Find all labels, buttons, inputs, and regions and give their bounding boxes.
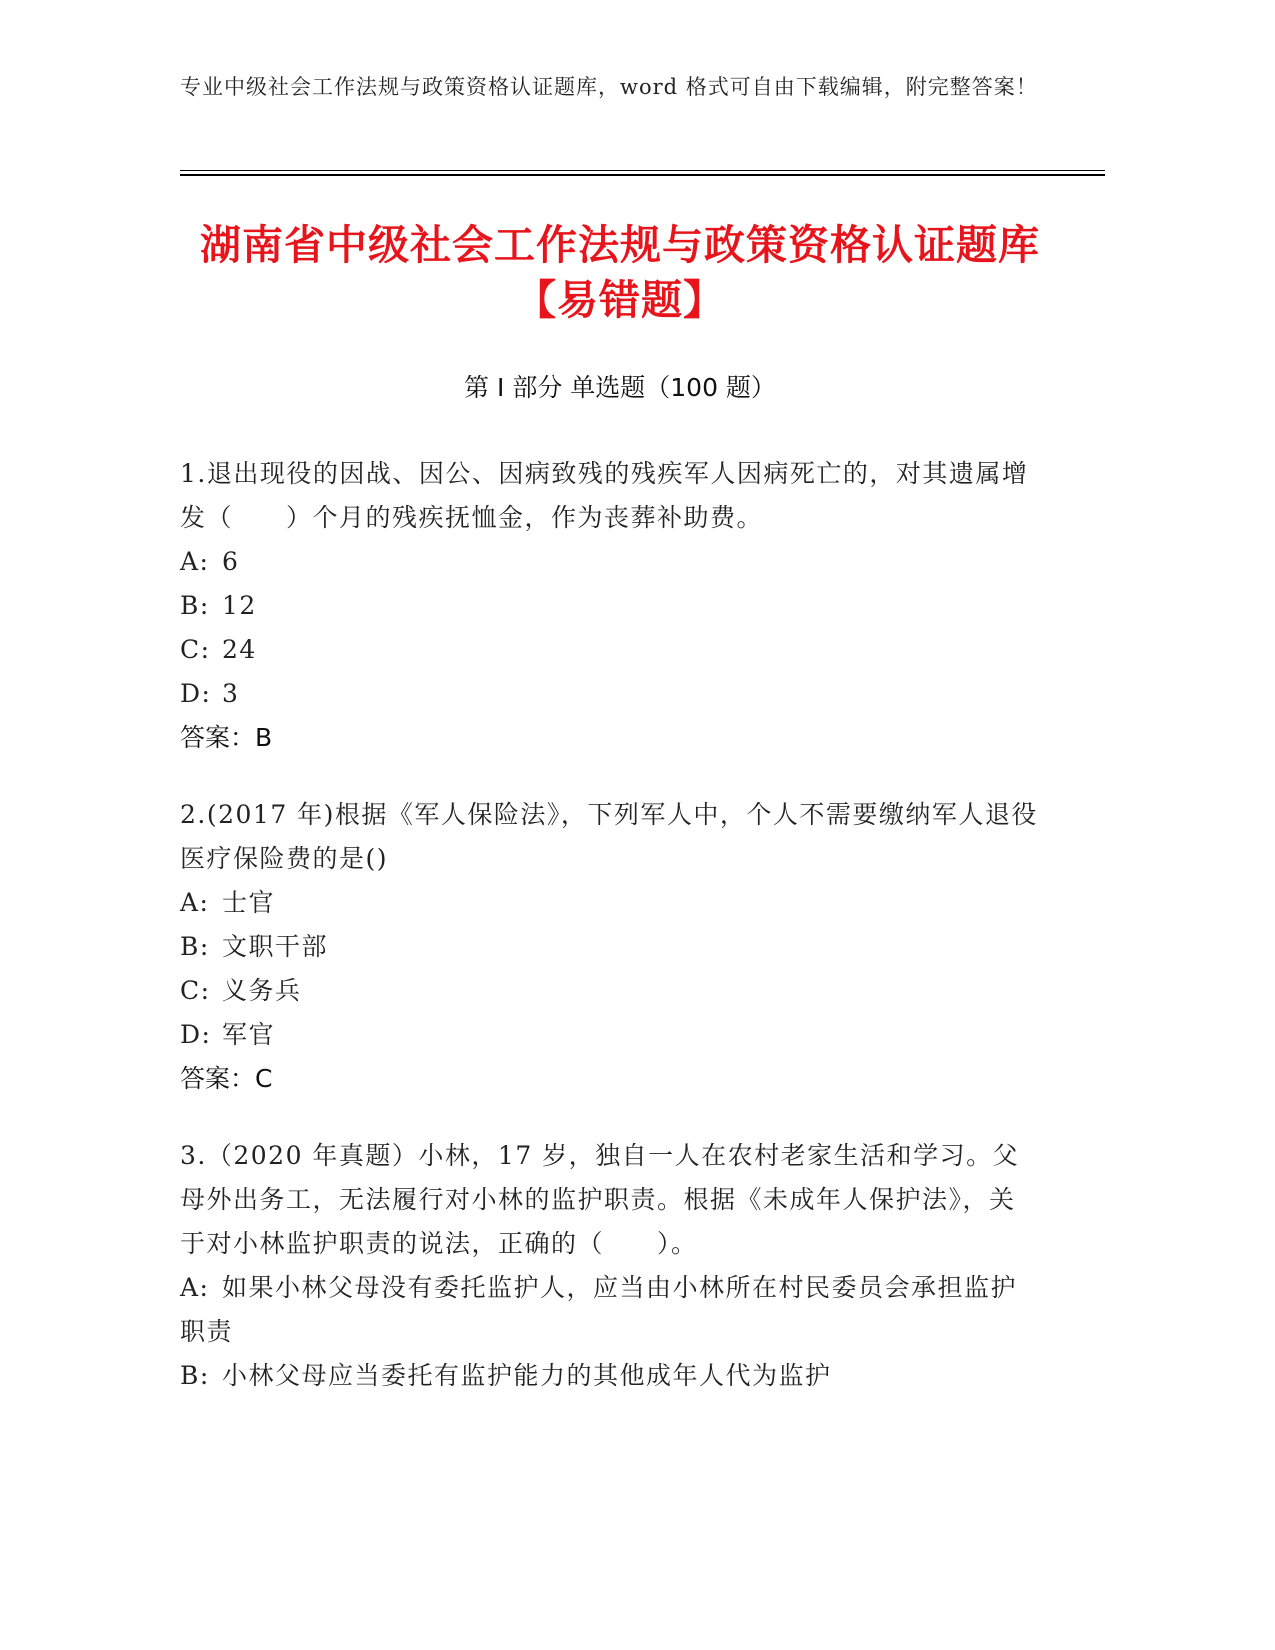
option-key: C:: [180, 976, 211, 1005]
option-key: A:: [180, 888, 210, 917]
option-key: B:: [180, 932, 210, 961]
option-key: D:: [180, 1020, 212, 1049]
answer-line: 答案：B: [180, 723, 273, 752]
option-c: [180, 628, 1040, 672]
question-item: [180, 1134, 1040, 1398]
option-key: B:: [180, 1361, 210, 1390]
answer-line: 答案：C: [180, 1064, 273, 1093]
option-text: 军官: [222, 1020, 276, 1049]
option-text: 小林父母应当委托有监护能力的其他成年人代为监护: [222, 1361, 832, 1390]
option-key: D:: [180, 679, 212, 708]
option-a: [180, 540, 1040, 584]
option-text: 文职干部: [222, 932, 329, 961]
option-text: 如果小林父母没有委托监护人，应当由小林所在村民委员会承担监护职责: [180, 1273, 1018, 1346]
option-text: 6: [222, 547, 240, 576]
option-a: [180, 881, 1040, 925]
question-text: 3.（2020 年真题）小林，17 岁，独自一人在农村老家生活和学习。父母外出务工，无法履行对小林的监护职责。根据《未成年人保护法》，关于对小林监护职责的说法，正确的（ ）。: [180, 1141, 1020, 1258]
option-b: [180, 1354, 1040, 1398]
option-text: 12: [222, 591, 257, 620]
header-divider-thick: [180, 174, 1105, 176]
header-divider-thin: [180, 170, 1105, 171]
option-text: 义务兵: [222, 976, 302, 1005]
option-b: [180, 925, 1040, 969]
question-list: [180, 452, 1040, 1431]
option-key: A:: [180, 1273, 210, 1302]
option-text: 士官: [222, 888, 276, 917]
option-b: [180, 584, 1040, 628]
option-a: [180, 1266, 1040, 1354]
option-key: C:: [180, 635, 211, 664]
option-text: 3: [222, 679, 240, 708]
option-d: [180, 672, 1040, 716]
header-note: 专业中级社会工作法规与政策资格认证题库，word 格式可自由下载编辑，附完整答案！: [180, 75, 1038, 99]
option-c: [180, 969, 1040, 1013]
section-title: 第 I 部分 单选题（100 题）: [464, 373, 776, 402]
option-key: B:: [180, 591, 210, 620]
question-item: [180, 452, 1040, 760]
option-text: 24: [222, 635, 257, 664]
question-item: [180, 793, 1040, 1101]
question-text: 1.退出现役的因战、因公、因病致残的残疾军人因病死亡的，对其遗属增发（ ）个月的残疾抚恤金，作为丧葬补助费。: [180, 459, 1029, 532]
option-d: [180, 1013, 1040, 1057]
document-title: 湖南省中级社会工作法规与政策资格认证题库【易错题】: [200, 221, 1040, 324]
option-key: A:: [180, 547, 210, 576]
question-text: 2.(2017 年)根据《军人保险法》，下列军人中，个人不需要缴纳军人退役医疗保险费的是(): [180, 800, 1038, 873]
